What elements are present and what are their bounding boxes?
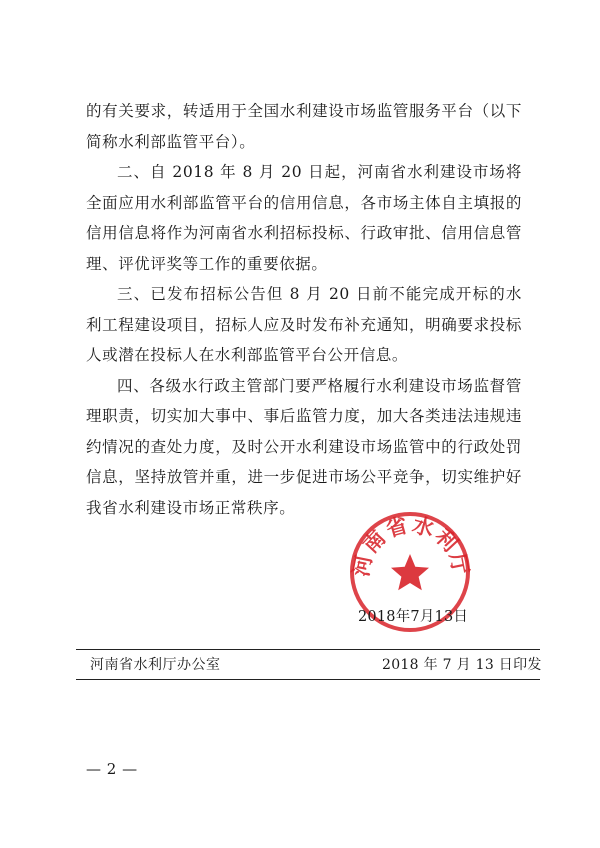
paragraph-continuation: 的有关要求，转适用于全国水利建设市场监管服务平台（以下简称水利部监管平台）。 <box>86 102 522 151</box>
footer-rule-bottom <box>76 679 540 680</box>
paragraph-item-4: 四、各级水行政主管部门要严格履行水利建设市场监督管理职责，切实加大事中、事后监管力度，加大各类违法违规违约情况的查处力度，及时公开水利建设市场监管中的行政处罚信息，坚持放管并重，进一步促进市场公平竞争，切实维护好我省水利建设市场正常秩序。 <box>86 376 522 517</box>
paragraph-item-3: 三、已发布招标公告但 8 月 20 日前不能完成开标的水利工程建设项目，招标人应及时发布补充通知，明确要求投标人或潜在投标人在水利部监管平台公开信息。 <box>86 285 522 364</box>
footer-issuer: 河南省水利厅办公室 <box>90 657 221 673</box>
footer-issue-date: 2018 年 7 月 13 日印发 <box>382 657 542 673</box>
seal-text: 河南省水利厅 <box>348 512 474 579</box>
signature-date: 2018年7月13日 <box>358 609 469 625</box>
paragraph-item-2: 二、自 2018 年 8 月 20 日起，河南省水利建设市场将全面应用水利部监管平台的信用信息，各市场主体自主填报的信用信息将作为河南省水利招标投标、行政审批、信用信息管理、评优评奖等工作的重要依据。 <box>86 163 522 273</box>
footer-rule-top <box>76 649 540 650</box>
page-number: — 2 — <box>86 760 138 778</box>
star-icon <box>391 554 429 590</box>
body-text <box>86 96 522 523</box>
